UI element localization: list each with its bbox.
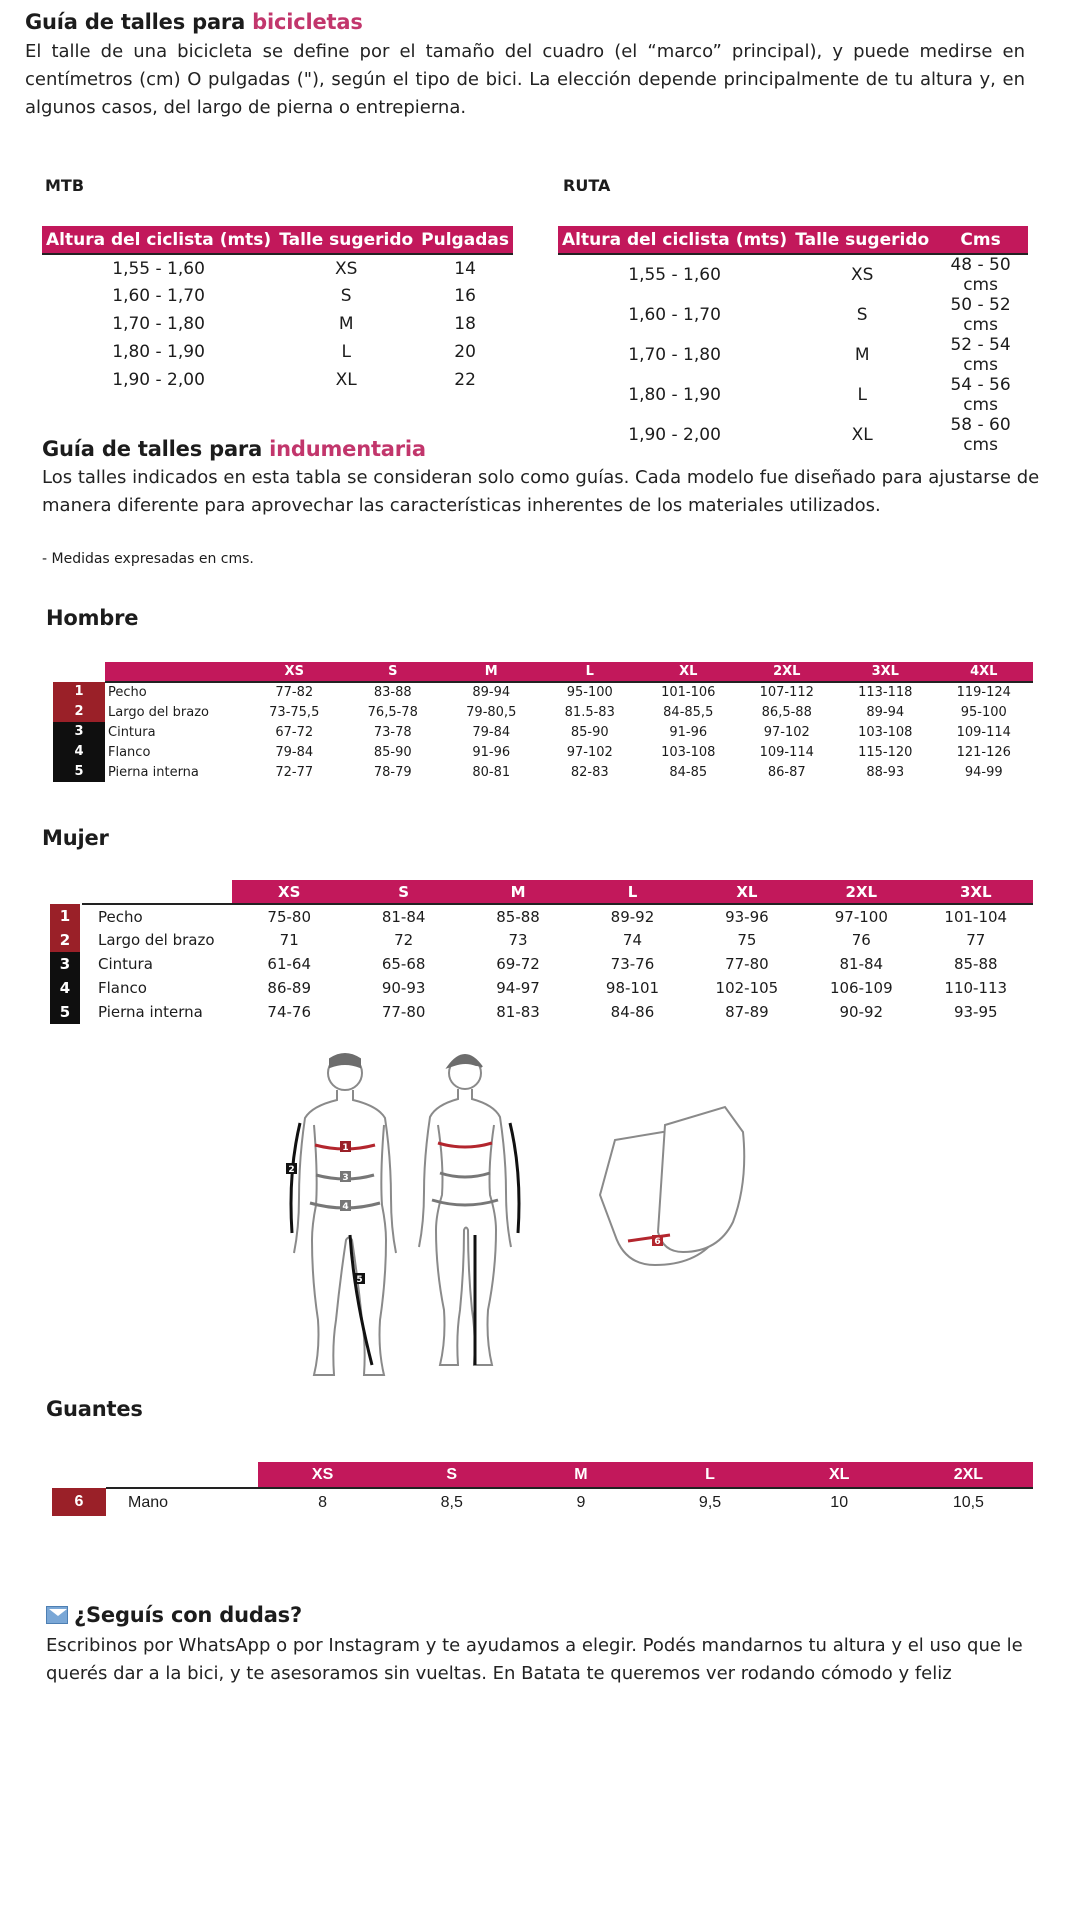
measure-value: 89-94 bbox=[866, 704, 905, 720]
table-row bbox=[558, 295, 1028, 335]
measure-value: 91-96 bbox=[472, 744, 511, 760]
measure-value: 121-126 bbox=[956, 744, 1011, 760]
measure-name: Cintura bbox=[98, 955, 153, 973]
help-text: Escribinos por WhatsApp o por Instagram y te ayudamos a elegir. Podés mandarnos tu altura y el uso que le querés dar a la bici, y te asesoramos sin vueltas. En Batata te queremos ver rodando cómodo y feliz bbox=[46, 1635, 1023, 1684]
table-cell: XL bbox=[335, 370, 357, 390]
size-header: S bbox=[344, 662, 443, 682]
measure-value: 78-79 bbox=[373, 764, 412, 780]
table-cell: M bbox=[338, 314, 354, 334]
mtb-label: MTB bbox=[45, 176, 85, 195]
table-row bbox=[42, 366, 513, 394]
apparel-intro: Los talles indicados en esta tabla se consideran solo como guías. Cada modelo fue diseñado para ajustarse de manera diferente para aprovechar las características inherentes de los materiales utilizados. bbox=[42, 467, 1040, 516]
size-header: 3XL bbox=[836, 662, 935, 682]
row-number-badge: 1 bbox=[50, 904, 80, 928]
measure-value: 73-75,5 bbox=[269, 704, 320, 720]
measure-value: 84-85 bbox=[669, 764, 708, 780]
row-number-badge: 2 bbox=[53, 702, 105, 722]
table-cell: 14 bbox=[454, 258, 476, 279]
table-cell: 22 bbox=[454, 370, 476, 390]
row-number-cell bbox=[50, 928, 82, 952]
measure-value: 77-80 bbox=[381, 1003, 426, 1021]
measure-value: 90-93 bbox=[381, 979, 426, 997]
table-row bbox=[53, 722, 1033, 742]
measure-value: 8 bbox=[318, 1493, 328, 1511]
table-cell: 18 bbox=[454, 314, 476, 334]
measure-value: 95-100 bbox=[960, 704, 1007, 720]
marker-1: 1 bbox=[342, 1143, 349, 1153]
measure-value: 98-101 bbox=[605, 979, 660, 997]
measure-value: 85-88 bbox=[496, 907, 540, 926]
measure-value: 106-109 bbox=[829, 979, 893, 997]
table-row bbox=[53, 762, 1033, 782]
measure-value: 75-80 bbox=[267, 907, 311, 926]
table-cell: 1,80 - 1,90 bbox=[628, 385, 721, 405]
mujer-size-table bbox=[50, 880, 1033, 1024]
table-row bbox=[52, 1488, 1033, 1516]
size-header: XL bbox=[775, 1462, 904, 1488]
table-row bbox=[42, 282, 513, 310]
table-cell: 48 - 50 cms bbox=[950, 255, 1011, 295]
bikes-intro: El talle de una bicicleta se define por el tamaño del cuadro (el “marco” principal), y puede medirse en centímetros (cm) O pulgadas ("), según el tipo de bici. La elección depende principalmente de tu altura y, en algunos casos, del largo de pierna o entrepierna. bbox=[25, 41, 1025, 118]
hombre-size-table bbox=[53, 662, 1033, 782]
table-cell: L bbox=[857, 385, 867, 405]
measure-value: 119-124 bbox=[956, 685, 1011, 700]
measure-name: Pierna interna bbox=[108, 764, 199, 780]
measure-value: 86-89 bbox=[267, 979, 311, 997]
measure-value: 73 bbox=[508, 931, 528, 949]
size-header: 2XL bbox=[804, 880, 918, 904]
size-header: S bbox=[387, 1462, 516, 1488]
column-header: Talle sugerido bbox=[791, 226, 933, 254]
measure-value: 71 bbox=[279, 931, 299, 949]
ruta-size-table bbox=[558, 226, 1028, 455]
table-cell: XS bbox=[850, 265, 874, 285]
help-title: ¿Seguís con dudas? bbox=[46, 1603, 302, 1627]
table-cell: 54 - 56 cms bbox=[950, 375, 1011, 415]
table-row bbox=[558, 254, 1028, 295]
measure-value: 81-83 bbox=[496, 1003, 540, 1021]
row-number-cell bbox=[53, 742, 105, 762]
measure-value: 8,5 bbox=[440, 1493, 463, 1511]
table-cell: M bbox=[854, 345, 870, 365]
table-cell: 50 - 52 cms bbox=[950, 295, 1011, 335]
mujer-title: Mujer bbox=[42, 826, 109, 850]
table-row bbox=[53, 742, 1033, 762]
measure-value: 103-108 bbox=[661, 744, 716, 760]
measure-value: 80-81 bbox=[472, 764, 511, 780]
measure-name: Flanco bbox=[98, 979, 147, 997]
measure-value: 109-114 bbox=[956, 724, 1011, 740]
measure-value: 107-112 bbox=[759, 685, 814, 700]
measure-value: 79-80,5 bbox=[466, 704, 517, 720]
table-cell: S bbox=[856, 305, 868, 325]
table-cell: 1,90 - 2,00 bbox=[628, 425, 721, 445]
hombre-title: Hombre bbox=[46, 606, 139, 630]
measure-value: 61-64 bbox=[267, 955, 311, 973]
row-number-cell bbox=[50, 976, 82, 1000]
measure-value: 93-96 bbox=[725, 907, 769, 926]
row-number-badge: 5 bbox=[50, 1000, 80, 1024]
table-cell: L bbox=[341, 342, 351, 362]
measure-value: 91-96 bbox=[669, 724, 708, 740]
table-cell: 1,90 - 2,00 bbox=[112, 370, 205, 390]
measure-value: 85-88 bbox=[953, 955, 998, 973]
measure-value: 9 bbox=[576, 1493, 586, 1511]
measure-value: 69-72 bbox=[496, 955, 540, 973]
column-header: Pulgadas bbox=[417, 226, 513, 254]
column-header: Cms bbox=[933, 226, 1028, 254]
table-row bbox=[50, 928, 1033, 952]
mujer-table-wrap bbox=[50, 880, 1033, 1024]
size-header: L bbox=[541, 662, 640, 682]
table-cell: 1,60 - 1,70 bbox=[112, 286, 205, 306]
measure-value: 94-97 bbox=[496, 979, 540, 997]
row-number-cell bbox=[52, 1488, 106, 1516]
measure-value: 86-87 bbox=[767, 764, 806, 780]
measure-value: 85-90 bbox=[570, 724, 609, 740]
marker-3: 3 bbox=[342, 1173, 349, 1183]
table-row bbox=[558, 375, 1028, 415]
measure-value: 89-92 bbox=[610, 907, 655, 926]
measure-value: 72 bbox=[394, 931, 414, 949]
ruta-label: RUTA bbox=[563, 176, 611, 195]
marker-6: 6 bbox=[654, 1237, 661, 1247]
measure-value: 9,5 bbox=[698, 1493, 722, 1511]
measure-value: 73-76 bbox=[610, 955, 655, 973]
row-number-badge: 1 bbox=[53, 682, 105, 702]
measure-value: 109-114 bbox=[759, 744, 814, 760]
row-number-cell bbox=[53, 682, 105, 702]
row-number-badge: 4 bbox=[50, 976, 80, 1000]
measure-value: 97-100 bbox=[834, 907, 888, 926]
table-cell: S bbox=[340, 286, 352, 306]
measure-value: 81.5-83 bbox=[564, 704, 615, 720]
row-number-cell bbox=[50, 904, 82, 928]
measure-value: 94-99 bbox=[964, 764, 1003, 780]
table-cell: 1,55 - 1,60 bbox=[628, 265, 721, 285]
row-number-cell bbox=[53, 702, 105, 722]
row-number-cell bbox=[50, 952, 82, 976]
table-cell: XS bbox=[334, 258, 358, 279]
measure-value: 87-89 bbox=[725, 1003, 769, 1021]
table-cell: 1,55 - 1,60 bbox=[112, 258, 205, 279]
measure-value: 103-108 bbox=[858, 724, 913, 740]
column-header: Altura del ciclista (mts) bbox=[558, 226, 791, 254]
table-row bbox=[42, 338, 513, 366]
measure-value: 72-77 bbox=[275, 764, 314, 780]
measure-value: 89-94 bbox=[472, 685, 511, 700]
size-header: XL bbox=[690, 880, 804, 904]
measure-value: 79-84 bbox=[275, 744, 314, 760]
measure-value: 93-95 bbox=[953, 1003, 998, 1021]
glove-icon bbox=[600, 1107, 744, 1265]
blank-header bbox=[82, 880, 232, 904]
size-header: M bbox=[442, 662, 541, 682]
measure-value: 67-72 bbox=[275, 724, 314, 740]
guantes-title: Guantes bbox=[46, 1397, 143, 1421]
size-header: 3XL bbox=[919, 880, 1033, 904]
table-cell: 52 - 54 cms bbox=[950, 335, 1011, 375]
row-number-badge: 3 bbox=[50, 952, 80, 976]
column-header: Altura del ciclista (mts) bbox=[42, 226, 275, 254]
size-header: L bbox=[645, 1462, 774, 1488]
table-row bbox=[50, 904, 1033, 928]
table-row bbox=[50, 976, 1033, 1000]
mtb-size-table bbox=[42, 226, 513, 394]
apparel-title: Guía de talles para indumentaria bbox=[42, 437, 426, 461]
table-cell: 1,60 - 1,70 bbox=[628, 305, 721, 325]
table-cell: 1,70 - 1,80 bbox=[628, 345, 721, 365]
measure-value: 77-82 bbox=[275, 685, 314, 700]
table-row bbox=[50, 1000, 1033, 1024]
measure-value: 102-105 bbox=[715, 979, 779, 997]
table-cell: 16 bbox=[454, 286, 476, 306]
size-header: M bbox=[516, 1462, 645, 1488]
measure-value: 97-102 bbox=[763, 724, 810, 740]
blank-header bbox=[106, 1462, 258, 1488]
size-header: L bbox=[575, 880, 689, 904]
measure-value: 113-118 bbox=[858, 685, 913, 700]
measure-value: 90-92 bbox=[839, 1003, 884, 1021]
table-cell: 1,80 - 1,90 bbox=[112, 342, 205, 362]
blank-header bbox=[53, 662, 105, 682]
table-row bbox=[42, 254, 513, 282]
female-figure-icon bbox=[419, 1055, 511, 1365]
measure-value: 74-76 bbox=[267, 1003, 311, 1021]
measure-value: 81-84 bbox=[839, 955, 884, 973]
size-header: 4XL bbox=[935, 662, 1034, 682]
table-row bbox=[558, 415, 1028, 455]
measure-value: 77-80 bbox=[725, 955, 769, 973]
measure-value: 65-68 bbox=[381, 955, 426, 973]
table-row bbox=[42, 310, 513, 338]
hombre-table-wrap bbox=[53, 662, 1033, 782]
size-header: XS bbox=[258, 1462, 387, 1488]
measure-value: 76,5-78 bbox=[367, 704, 418, 720]
measure-value: 82-83 bbox=[570, 764, 609, 780]
marker-4: 4 bbox=[342, 1202, 349, 1212]
measure-value: 85-90 bbox=[373, 744, 412, 760]
measure-name: Cintura bbox=[108, 724, 156, 740]
measure-name: Pierna interna bbox=[98, 1003, 203, 1021]
measure-value: 74 bbox=[622, 931, 643, 949]
table-header-row bbox=[558, 226, 1028, 254]
size-header: XS bbox=[232, 880, 346, 904]
row-number-badge: 2 bbox=[50, 928, 80, 952]
table-row bbox=[53, 702, 1033, 722]
measure-name: Largo del brazo bbox=[98, 931, 215, 949]
row-number-cell bbox=[53, 722, 105, 742]
table-row bbox=[53, 682, 1033, 702]
measure-name: Pecho bbox=[98, 907, 143, 926]
size-header: S bbox=[346, 880, 460, 904]
envelope-download-icon bbox=[46, 1606, 68, 1624]
measure-value: 97-102 bbox=[566, 744, 613, 760]
measure-value: 95-100 bbox=[566, 685, 613, 700]
table-header-row bbox=[42, 226, 513, 254]
measure-value: 101-106 bbox=[661, 685, 716, 700]
size-header: XL bbox=[639, 662, 738, 682]
measure-value: 110-113 bbox=[944, 979, 1008, 997]
row-number-cell bbox=[50, 1000, 82, 1024]
row-number-badge: 3 bbox=[53, 722, 105, 742]
measure-value: 10,5 bbox=[952, 1493, 984, 1511]
measure-value: 10 bbox=[830, 1493, 849, 1511]
male-figure-icon bbox=[294, 1054, 396, 1375]
row-number-cell bbox=[53, 762, 105, 782]
table-cell: XL bbox=[851, 425, 873, 445]
measure-name: Pecho bbox=[108, 685, 147, 700]
guantes-table-wrap bbox=[52, 1462, 1033, 1516]
blank-header bbox=[52, 1462, 106, 1488]
marker-5: 5 bbox=[356, 1275, 363, 1285]
row-number-badge: 4 bbox=[53, 742, 105, 762]
bikes-title: Guía de talles para bicicletas bbox=[25, 10, 363, 34]
measure-value: 75 bbox=[737, 931, 757, 949]
table-cell: 20 bbox=[454, 342, 476, 362]
size-header: M bbox=[461, 880, 575, 904]
row-number-badge: 6 bbox=[52, 1488, 106, 1516]
size-header: 2XL bbox=[738, 662, 837, 682]
measure-value: 84-85,5 bbox=[663, 704, 714, 720]
table-cell: 1,70 - 1,80 bbox=[112, 314, 205, 334]
measure-value: 86,5-88 bbox=[761, 704, 812, 720]
size-header: 2XL bbox=[904, 1462, 1033, 1488]
measure-name: Largo del brazo bbox=[108, 704, 209, 720]
size-header: XS bbox=[245, 662, 344, 682]
table-row bbox=[558, 335, 1028, 375]
measure-value: 115-120 bbox=[858, 744, 913, 760]
measure-name: Flanco bbox=[108, 744, 151, 760]
measure-value: 88-93 bbox=[866, 764, 905, 780]
column-header: Talle sugerido bbox=[275, 226, 417, 254]
table-row bbox=[50, 952, 1033, 976]
units-note: - Medidas expresadas en cms. bbox=[42, 551, 254, 567]
marker-2: 2 bbox=[288, 1165, 295, 1175]
blank-header bbox=[50, 880, 82, 904]
measure-value: 83-88 bbox=[373, 685, 412, 700]
measure-value: 73-78 bbox=[373, 724, 412, 740]
measure-name: Mano bbox=[128, 1493, 169, 1511]
blank-header bbox=[105, 662, 245, 682]
measurement-illustration bbox=[270, 1045, 830, 1385]
guantes-size-table bbox=[52, 1462, 1033, 1516]
measure-value: 101-104 bbox=[944, 907, 1008, 926]
row-number-badge: 5 bbox=[53, 762, 105, 782]
measure-value: 81-84 bbox=[381, 907, 426, 926]
measure-value: 77 bbox=[966, 931, 986, 949]
measure-value: 79-84 bbox=[472, 724, 511, 740]
measure-value: 76 bbox=[851, 931, 871, 949]
measure-value: 84-86 bbox=[610, 1003, 655, 1021]
table-cell: 58 - 60 cms bbox=[950, 415, 1011, 455]
